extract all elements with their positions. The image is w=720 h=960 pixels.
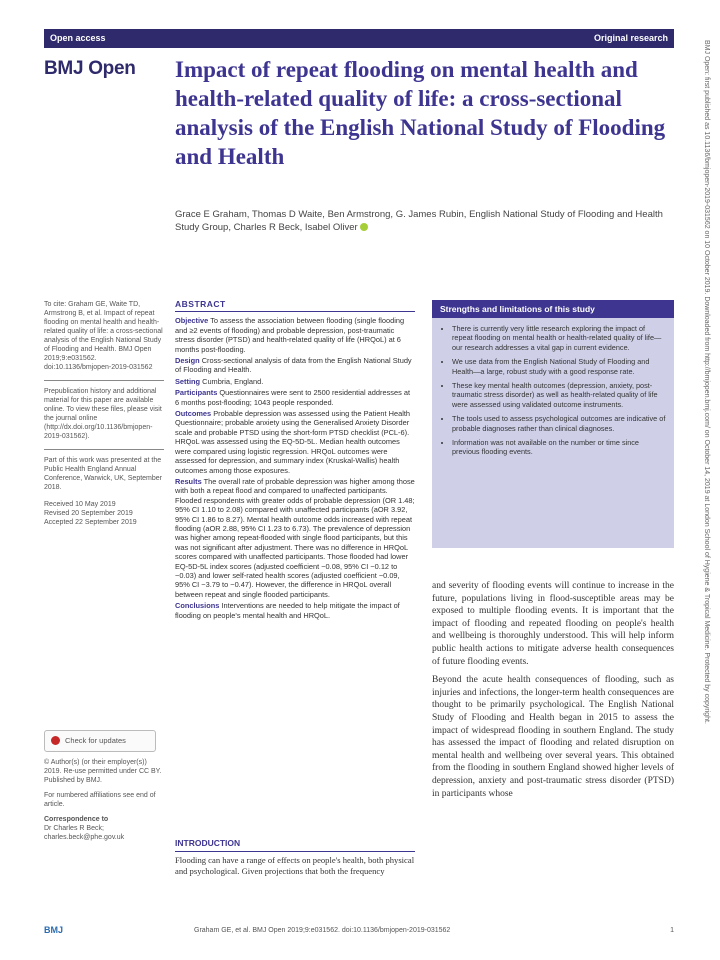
revised-date: Revised 20 September 2019 — [44, 510, 133, 517]
body-text-column — [432, 580, 674, 806]
conclusions-label: Conclusions — [175, 601, 220, 611]
results-text: The overall rate of probable depression was higher among those with both a repeat flood and compared to unaffected participants. Flooded respondents with greater odds of probable depression (OR 1.48; 95% CI 1.10 to 2.08) compared with unaffected participants (aOR 3.92, 95% CI 1.86 to 8.27). Mental health outcome odds increased with repeat flooding (aOR 2.88, 95% CI 1.23 to 6.73). The prevalence of depression was higher among repeat-flooded with single flood participants, but this was not significant after adjustment. There was no difference in HRQoL scores compared with unaffected participants. Those flooded had lower EQ-5D-5L index scores (adjusted coefficient −0.08, 95% CI −0.12 to −0.03) and lower self-rated health scores (adjusted coefficient −0.09, 95% CI −3.79 to −0.47). However, the difference in HRQoL overall between repeat and single flooded participants. — [175, 476, 415, 599]
page-number: 1 — [670, 927, 674, 934]
sidebar-divider — [44, 380, 164, 381]
author-names: Grace E Graham, Thomas D Waite, Ben Armstrong, G. James Rubin, English National Study of Flooding and Health Study Group, Charles R Beck, Isabel Oliver — [175, 209, 663, 233]
correspondence-block — [44, 758, 164, 848]
top-banner — [44, 29, 674, 48]
strengths-heading: Strengths and limitations of this study — [432, 300, 674, 318]
article-title: Impact of repeat flooding on mental health and health-related quality of life: a cross-sectional analysis of the English National Study of Flooding and Health — [175, 57, 666, 169]
download-watermark: BMJ Open: first published as 10.1136/bmjopen-2019-031562 on 10 October 2019. Downloaded from http://bmjopen.bmj.com/ on October 14, 2019 at London School of Hygiene & Tropical Medicine. Protected by copyright. — [703, 40, 710, 724]
introduction-heading: INTRODUCTION — [175, 838, 415, 852]
design-label: Design — [175, 356, 200, 366]
article-type-label: Original research — [593, 33, 668, 43]
copyright-note: © Author(s) (or their employer(s)) 2019. Re-use permitted under CC BY. Published by BMJ. — [44, 759, 162, 784]
strengths-list — [440, 324, 666, 457]
prepublication-note: Prepublication history and additional material for this paper are available online. To view these files, please visit the journal online (http://dx.doi.org/10.1136/bmjopen-2019-031562). — [44, 388, 162, 440]
open-access-label: Open access — [50, 33, 106, 43]
setting-label: Setting — [175, 376, 201, 386]
list-item: • There is currently very little research exploring the impact of repeat flooding on mental health or health-related quality of life—our research addresses a vital gap in current evidence. — [452, 324, 666, 352]
introduction-section — [175, 838, 415, 876]
sidebar-divider — [44, 449, 164, 450]
presentation-note: Part of this work was presented at the Public Health England Annual Conference, Warwick, UK, September 2018. — [44, 457, 163, 491]
abstract-heading: ABSTRACT — [175, 300, 415, 312]
participants-label: Participants — [175, 388, 218, 398]
design-text: Cross-sectional analysis of data from the English National Study of Flooding and Health. — [175, 356, 412, 375]
correspondence-label: Correspondence to — [44, 816, 109, 823]
bmj-footer-logo: BMJ — [44, 925, 64, 935]
participants-text: Questionnaires were sent to 2500 residential addresses at 6 months post-flooding; 1043 people responded. — [175, 388, 411, 407]
article-sidebar — [44, 300, 164, 535]
conclusions-text: Interventions are needed to help mitigate the impact of flooding on people's mental health and HRQoL. — [175, 601, 400, 620]
objective-label: Objective — [175, 316, 209, 326]
correspondence-email[interactable]: charles.beck@phe.gov.uk — [44, 834, 125, 841]
setting-text: Cumbria, England. — [202, 376, 264, 386]
introduction-text: Flooding can have a range of effects on people's health, both physical and psychological. Given projections that both the frequency — [175, 854, 415, 876]
body-paragraph: and severity of flooding events will continue to increase in the future, populations living in flood-susceptible areas may be exposed to multiple flooding events. It is important that the impact of flooding and repeated flooding on people's health and wellbeing is thoroughly understood. This will help inform public health actions to mitigate adverse health consequences of future flooding events. — [432, 581, 674, 667]
accepted-date: Accepted 22 September 2019 — [44, 519, 137, 526]
check-for-updates-button[interactable] — [44, 730, 156, 752]
citation-note: To cite: Graham GE, Waite TD, Armstrong B, et al. Impact of repeat flooding on mental health and health-related quality of life: a cross-sectional analysis of the English National Study of Flooding and Health. BMJ Open 2019;9:e031562. doi:10.1136/bmjopen-2019-031562 — [44, 301, 163, 371]
check-for-updates-label: Check for updates — [65, 736, 126, 745]
abstract — [175, 300, 415, 622]
received-date: Received 10 May 2019 — [44, 501, 116, 508]
crossmark-icon — [51, 736, 60, 745]
footer-citation: Graham GE, et al. BMJ Open 2019;9:e031562. doi:10.1136/bmjopen-2019-031562 — [194, 927, 451, 934]
correspondence-name: Dr Charles R Beck; — [44, 825, 104, 832]
list-item: • The tools used to assess psychological outcomes are indicative of probable diagnoses rather than clinical diagnoses. — [452, 414, 666, 433]
author-list — [175, 208, 675, 234]
journal-logo: BMJ Open — [44, 58, 136, 79]
outcomes-label: Outcomes — [175, 409, 212, 419]
objective-text: To assess the association between flooding (single flooding and ≥2 events of flooding) and probable depression, post-traumatic stress disorder (PTSD) and health-related quality of life (HRQoL) at 6 months post-flooding. — [175, 316, 405, 354]
strengths-limitations-box — [432, 300, 674, 548]
list-item: • Information was not available on the number or time since previous flooding events. — [452, 438, 666, 457]
body-paragraph: Beyond the acute health consequences of flooding, such as injuries and infections, the longer-term health consequences are thought to be primarily psychological. The English National Study of Flooding and Health began in 2015 to assess the impact of widespread flooding in southern England. The study has assessed the impact of flooding and related disruption on mental health and wellbeing over several years. This obtained from the flooding in southern England showed higher levels of depression, anxiety and post-traumatic stress disorder (PTSD) in participants whose — [432, 675, 674, 799]
affiliations-note: For numbered affiliations see end of article. — [44, 792, 156, 808]
list-item: • We use data from the English National Study of Flooding and Health—a large, robust study with a good response rate. — [452, 357, 666, 376]
orcid-icon[interactable] — [360, 223, 368, 231]
list-item: • These key mental health outcomes (depression, anxiety, post-traumatic stress disorder) as well as health-related quality of life were assessed using validated outcome instruments. — [452, 381, 666, 409]
results-label: Results — [175, 476, 202, 486]
outcomes-text: Probable depression was assessed using the Patient Health Questionnaire; probable anxiety using the Generalised Anxiety Disorder scale and probable PTSD using the short-form PTSD checklist (PCL-6). HRQoL was assessed using the EQ-5D-5L. Median health outcomes were compared using logistic regression. HRQoL outcomes were assessed for depression, and summary index (Kruskal-Wallis) health outcomes among those exposures. — [175, 409, 411, 475]
